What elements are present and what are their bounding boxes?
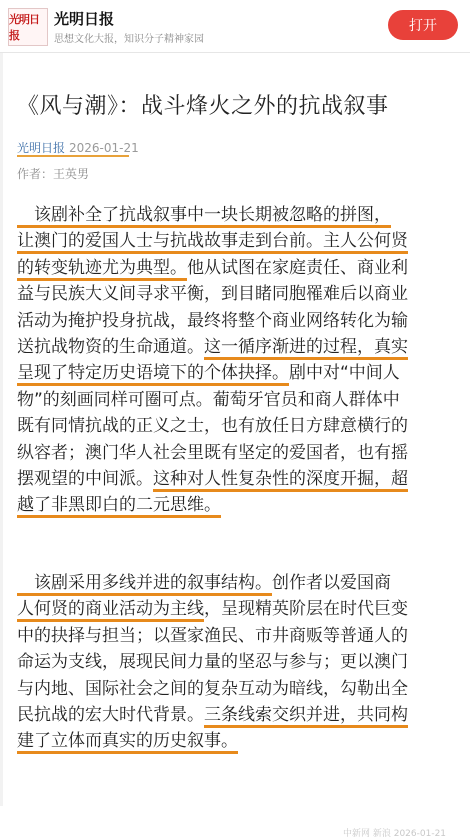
body-text: ，呈现精英阶层在时代巨变 [204, 599, 408, 620]
article-body [0, 53, 470, 839]
body-text: 送抗战物资的生命通道。 [17, 336, 204, 357]
body-text: 中的抉择与担当；以疍家渔民、市井商贩等普通人的 [17, 625, 408, 646]
body-text: 物”的刻画同样可圈可点。葡萄牙官员和商人群体中 [17, 389, 400, 410]
body-text: 纵容者；澳门华人社会里既有坚定的爱国者，也有摇 [17, 442, 408, 463]
text-line [17, 229, 459, 255]
app-logo [8, 8, 48, 46]
open-app-button[interactable]: 打开 [388, 10, 458, 40]
paragraph-2 [17, 571, 459, 756]
article-meta [17, 139, 139, 156]
body-text: 活动为掩护投身抗战，最终将整个商业网络转化为输 [17, 310, 408, 331]
text-line [17, 493, 459, 519]
article-date: 2026-01-21 [69, 141, 139, 155]
text-line [17, 703, 459, 729]
text-line [17, 361, 459, 387]
text-line [17, 309, 459, 335]
text-line [17, 571, 459, 597]
text-line [17, 256, 459, 282]
text-line [17, 597, 459, 623]
text-line [17, 624, 459, 650]
text-line [17, 650, 459, 676]
body-text: 剧中对“中间人 [289, 363, 400, 384]
article-title: 《风与潮》：战斗烽火之外的抗战叙事 [17, 94, 389, 119]
underlined-text: 该剧采用多线并进的叙事结构。 [17, 573, 272, 596]
article-source[interactable]: 光明日报 [17, 141, 66, 155]
logo-text: 光明日报 [9, 13, 39, 42]
text-line [17, 388, 459, 414]
underlined-text: 建了立体而真实的历史叙事。 [17, 731, 238, 754]
underlined-text: 三条线索交织并进，共同构 [204, 705, 408, 728]
body-text: 摆观望的中间派。 [17, 468, 153, 489]
watermark: 中新网 新浪 2026-01-21 [343, 829, 447, 839]
underlined-text: 让澳门的爱国人士与抗战故事走到台前。 [17, 231, 323, 254]
text-line [17, 677, 459, 703]
underlined-text: 这一循序渐进的过程，真实 [204, 337, 408, 360]
text-line [17, 203, 459, 229]
text-line [17, 729, 459, 755]
app-header [0, 0, 470, 53]
underlined-text: 主人公何贤 [323, 231, 408, 254]
underlined-text: 这种对人性复杂性的深度开掘，超 [153, 469, 408, 492]
underlined-text: 越了非黑即白的二元思维。 [17, 495, 221, 518]
body-text: 既有同情抗战的正义之士，也有放任日方肆意横行的 [17, 416, 408, 437]
body-text: 命运为支线，展现民间力量的坚忍与参与；更以澳门 [17, 652, 408, 673]
app-slogan: 思想文化大报，知识分子精神家园 [54, 34, 204, 45]
text-line [17, 414, 459, 440]
app-name: 光明日报 [54, 10, 115, 28]
text-line [17, 335, 459, 361]
body-text: 创作者以爱国商 [272, 573, 391, 593]
underlined-text: 该剧补全了抗战叙事中一块长期被忽略的拼图， [17, 205, 391, 228]
text-line [17, 282, 459, 308]
underlined-text: 的转变轨迹尤为典型。 [17, 258, 187, 281]
body-text: 民抗战的宏大时代背景。 [17, 704, 204, 725]
underlined-text: 呈现了特定历史语境下的个体抉择。 [17, 363, 289, 386]
body-text: 益与民族大义间寻求平衡，到目睹同胞罹难后以商业 [17, 284, 408, 305]
body-text: 与内地、国际社会之间的复杂互动为暗线，勾勒出全 [17, 678, 408, 699]
body-text: 他从试图在家庭责任、商业利 [187, 257, 408, 278]
meta-underline [17, 155, 129, 157]
underlined-text: 人何贤的商业活动为主线 [17, 599, 204, 622]
article-author: 作者：王英男 [17, 167, 90, 181]
paragraph-1 [17, 203, 459, 520]
text-line [17, 467, 459, 493]
text-line [17, 441, 459, 467]
